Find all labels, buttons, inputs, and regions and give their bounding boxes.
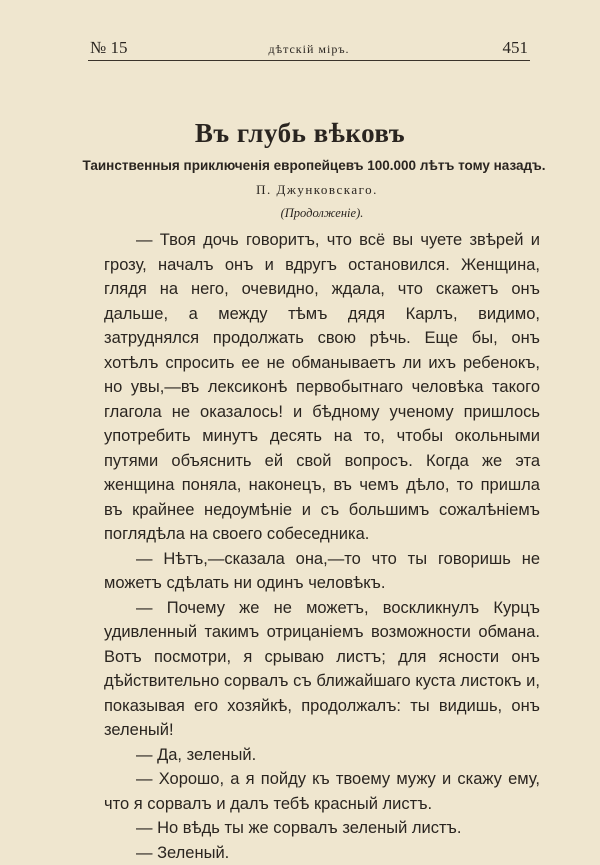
paragraph: — Хорошо, а я пойду къ твоему мужу и скажу ему, что я сорвалъ и далъ тебѣ красный листъ. — [104, 767, 540, 816]
page-number: 451 — [503, 38, 529, 58]
article-body — [104, 228, 540, 865]
continued-note: (Продолженіе). — [0, 206, 600, 221]
paragraph: — Твоя дочь говоритъ, что всё вы чуете звѣрей и грозу, началъ онъ и вдругъ остановился. Женщина, глядя на него, очевидно, ждала, что скажетъ онъ дальше, а между тѣмъ дядя Карлъ, видимо, затруднялся продолжать свою рѣчь. Еще бы, онъ хотѣлъ спросить ее не обманываетъ ли ихъ ребенокъ, но увы,—въ лексиконѣ первобытнаго человѣка такого глагола не оказалось! и бѣдному ученому пришлось употребить минутъ десять на то, чтобы окольными путями объяснить ей свой вопросъ. Когда же эта женщина поняла, наконецъ, въ чемъ дѣло, то пришла въ крайнее недоумѣніе и съ большимъ сожалѣніемъ поглядѣла на своего собеседника. — [104, 228, 540, 547]
paragraph: — Да, зеленый. — [104, 743, 540, 768]
article-title: Въ глубь вѣковъ — [0, 118, 600, 149]
paragraph: — Но вѣдь ты же сорвалъ зеленый листъ. — [104, 816, 540, 841]
article-author: П. Джунковскаго. — [0, 182, 600, 198]
article-subtitle: Таинственныя приключенія европейцевъ 100.000 лѣтъ тому назадъ. — [0, 158, 600, 173]
running-header — [88, 38, 530, 61]
journal-title: дѣтскій міръ. — [88, 42, 530, 57]
paragraph: — Почему же не можетъ, воскликнулъ Курцъ удивленный такимъ отрицаніемъ возможности обмана. Вотъ посмотри, я срываю листъ; для ясности онъ дѣйствительно сорвалъ съ ближайшаго куста листокъ и, показывая его хозяйкѣ, продолжалъ: ты видишь, онъ зеленый! — [104, 596, 540, 743]
paragraph: — Зеленый. — [104, 841, 540, 865]
paragraph: — Нѣтъ,—сказала она,—то что ты говоришь не можетъ сдѣлать ни одинъ человѣкъ. — [104, 547, 540, 596]
issue-number: № 15 — [90, 38, 127, 58]
